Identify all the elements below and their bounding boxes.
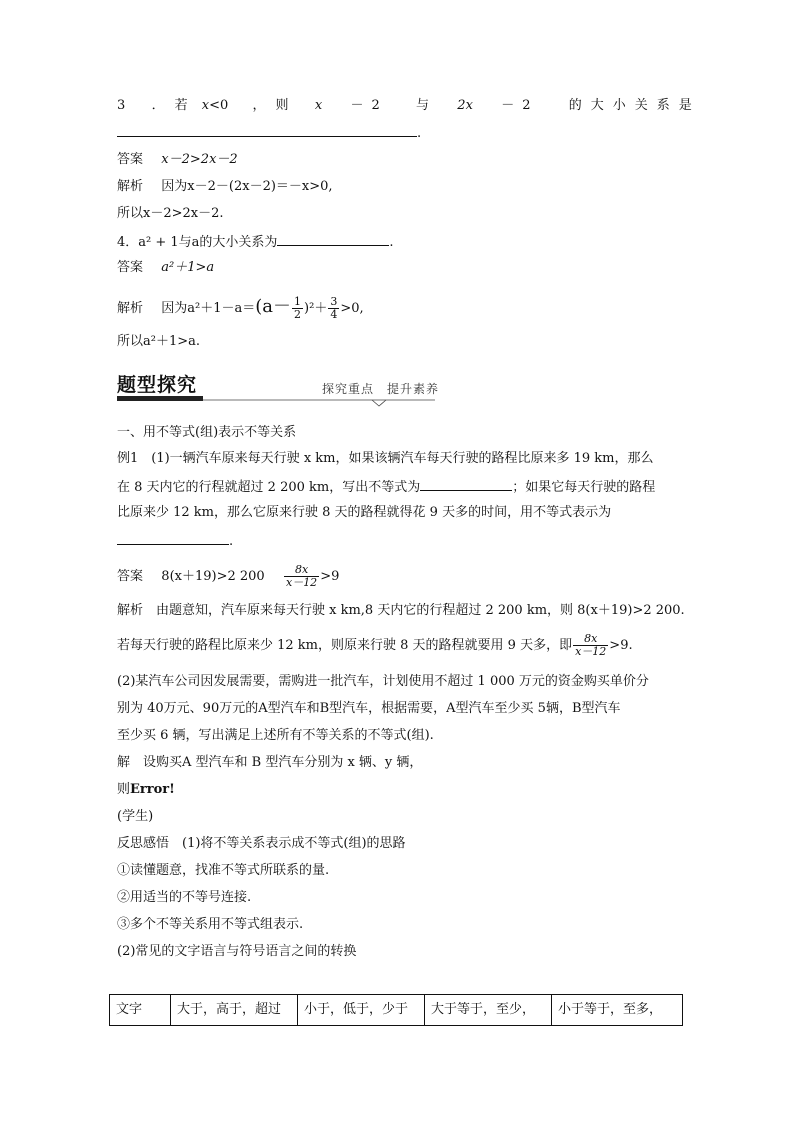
fraction-numerator: 1	[294, 295, 302, 308]
analysis-label: 解析	[117, 179, 144, 194]
table-cell: 大于，高于，超过	[171, 995, 298, 1026]
table-cell: 小于，低于，少于	[298, 995, 425, 1026]
reflection-point-2: ②用适当的不等号连接.	[117, 890, 252, 905]
fraction-numerator: 8x	[284, 564, 319, 577]
analysis-4	[117, 294, 364, 322]
answer-4	[117, 258, 214, 278]
conclusion-4	[117, 332, 200, 352]
question-text: ．若	[151, 98, 198, 113]
answer-3	[117, 150, 238, 170]
question-3	[117, 96, 701, 116]
analysis-text: 因为a²＋1－a＝	[161, 301, 256, 316]
analysis-text: 因为x－2－(2x－2)＝－x>0,	[161, 179, 333, 194]
answer-blank	[420, 476, 512, 491]
question-4	[117, 231, 394, 253]
question-number: 3	[117, 98, 126, 113]
fraction-denominator: 4	[330, 308, 338, 321]
reflection-point-3: ③多个不等关系用不等式组表示.	[117, 917, 304, 932]
analysis-3	[117, 177, 333, 197]
fraction	[328, 296, 339, 321]
part-heading: 一、用不等式(组)表示不等关系	[117, 425, 297, 440]
answer-blank	[117, 122, 417, 137]
fraction-numerator: 8x	[573, 633, 608, 646]
analysis-label: 解析	[117, 301, 144, 316]
fraction	[292, 296, 303, 321]
answer-label: 答案	[117, 260, 144, 275]
question-text: －2	[350, 98, 388, 113]
question-text: <0	[209, 98, 229, 113]
variable: x	[314, 98, 323, 113]
example-1-analysis-line-1: 解析 由题意知，汽车原来每天行驶 x km,8 天内它的行程超过 2 200 km，则 8(x＋19)>2 200.	[117, 603, 685, 618]
example-1-line-2	[117, 476, 655, 498]
question-text: ，则	[252, 98, 299, 113]
example-1-answer	[117, 563, 339, 591]
answer-value: >9	[320, 569, 340, 584]
answer-value: x－2>2x－2	[161, 152, 238, 167]
table-cell: 文字	[110, 995, 171, 1026]
answer-label: 答案	[117, 152, 144, 167]
fraction	[573, 633, 608, 658]
question-text: 4．a² + 1与a的大小关系为	[117, 235, 278, 250]
question-3-blank-line	[117, 122, 421, 144]
variable: x	[201, 98, 210, 113]
solution-then	[117, 780, 175, 800]
example-1-analysis-line-2	[117, 632, 633, 660]
table-row	[110, 995, 683, 1026]
example-2-line-2: 别为 40万元、90万元的A型汽车和B型汽车，根据需要，A型汽车至少买 5辆，B型汽车	[117, 701, 621, 716]
question-text: －2	[501, 98, 539, 113]
solution-line: 解 设购买A 型汽车和 B 型汽车分别为 x 辆、y 辆，	[117, 755, 423, 770]
table-cell: 小于等于，至多，	[552, 995, 683, 1026]
reflection-point-1: ①读懂题意，找准不等式所联系的量.	[117, 863, 330, 878]
analysis-text: (a－	[255, 296, 292, 317]
fraction-denominator: x－12	[575, 645, 607, 658]
example-2-line-3: 至少买 6 辆，写出满足上述所有不等关系的不等式(组).	[117, 728, 434, 743]
example-1-line-1: 例1 (1)一辆汽车原来每天行驶 x km，如果该辆汽车每天行驶的路程比原来多 19 km，那么	[117, 451, 654, 466]
section-divider-decoration	[117, 396, 435, 408]
answer-value: a²＋1>a	[161, 260, 215, 275]
reflection-title: 反思感悟 (1)将不等关系表示成不等式(组)的思路	[117, 836, 406, 851]
example-1-line-3: 比原来少 12 km，那么它原来行驶 8 天的路程就得花 9 天多的时间，用不等式表示为	[117, 505, 612, 520]
example-2-line-1: (2)某汽车公司因发展需要，需购进一批汽车，计划使用不超过 1 000 万元的资金购买单价分	[117, 674, 649, 689]
conclusion-3	[117, 204, 224, 224]
fraction-denominator: x－12	[285, 576, 318, 589]
analysis-text: )²＋	[304, 301, 328, 316]
error-text: Error!	[130, 782, 175, 797]
example-1-line-4	[117, 530, 233, 552]
question-text: 在 8 天内它的行程就超过 2 200 km，写出不等式为	[117, 480, 421, 495]
conclusion-text: 所以a²＋1>a.	[117, 334, 201, 349]
question-text: 的大小关系是	[568, 98, 701, 113]
fraction-denominator: 2	[294, 308, 302, 321]
fraction	[284, 564, 319, 589]
answer-blank	[277, 231, 389, 246]
reflection-point-4: (2)常见的文字语言与符号语言之间的转换	[117, 944, 357, 959]
conversion-table	[109, 994, 683, 1026]
answer-blank	[117, 530, 229, 545]
section-subtitle: 探究重点 提升素养	[322, 382, 440, 396]
answer-label: 答案	[117, 569, 144, 584]
question-text: 与	[416, 98, 430, 113]
question-text: .	[229, 534, 234, 549]
answer-value: 8(x＋19)>2 200	[161, 569, 265, 584]
conclusion-text: 所以x－2>2x－2.	[117, 206, 224, 221]
fraction-numerator: 3	[330, 295, 338, 308]
solution-text: 则	[117, 782, 131, 797]
table-cell: 大于等于，至少，	[425, 995, 552, 1026]
section-title: 题型探究	[117, 374, 198, 396]
analysis-text: >9.	[609, 638, 633, 653]
student-note: (学生)	[117, 809, 154, 824]
analysis-text: 若每天行驶的路程比原来少 12 km，则原来行驶 8 天的路程就要用 9 天多，即	[117, 638, 573, 653]
question-text: .	[417, 126, 422, 141]
question-text: ；如果它每天行驶的路程	[512, 480, 656, 495]
question-text: .	[389, 235, 394, 250]
variable: 2x	[457, 98, 473, 113]
analysis-text: >0,	[340, 301, 364, 316]
